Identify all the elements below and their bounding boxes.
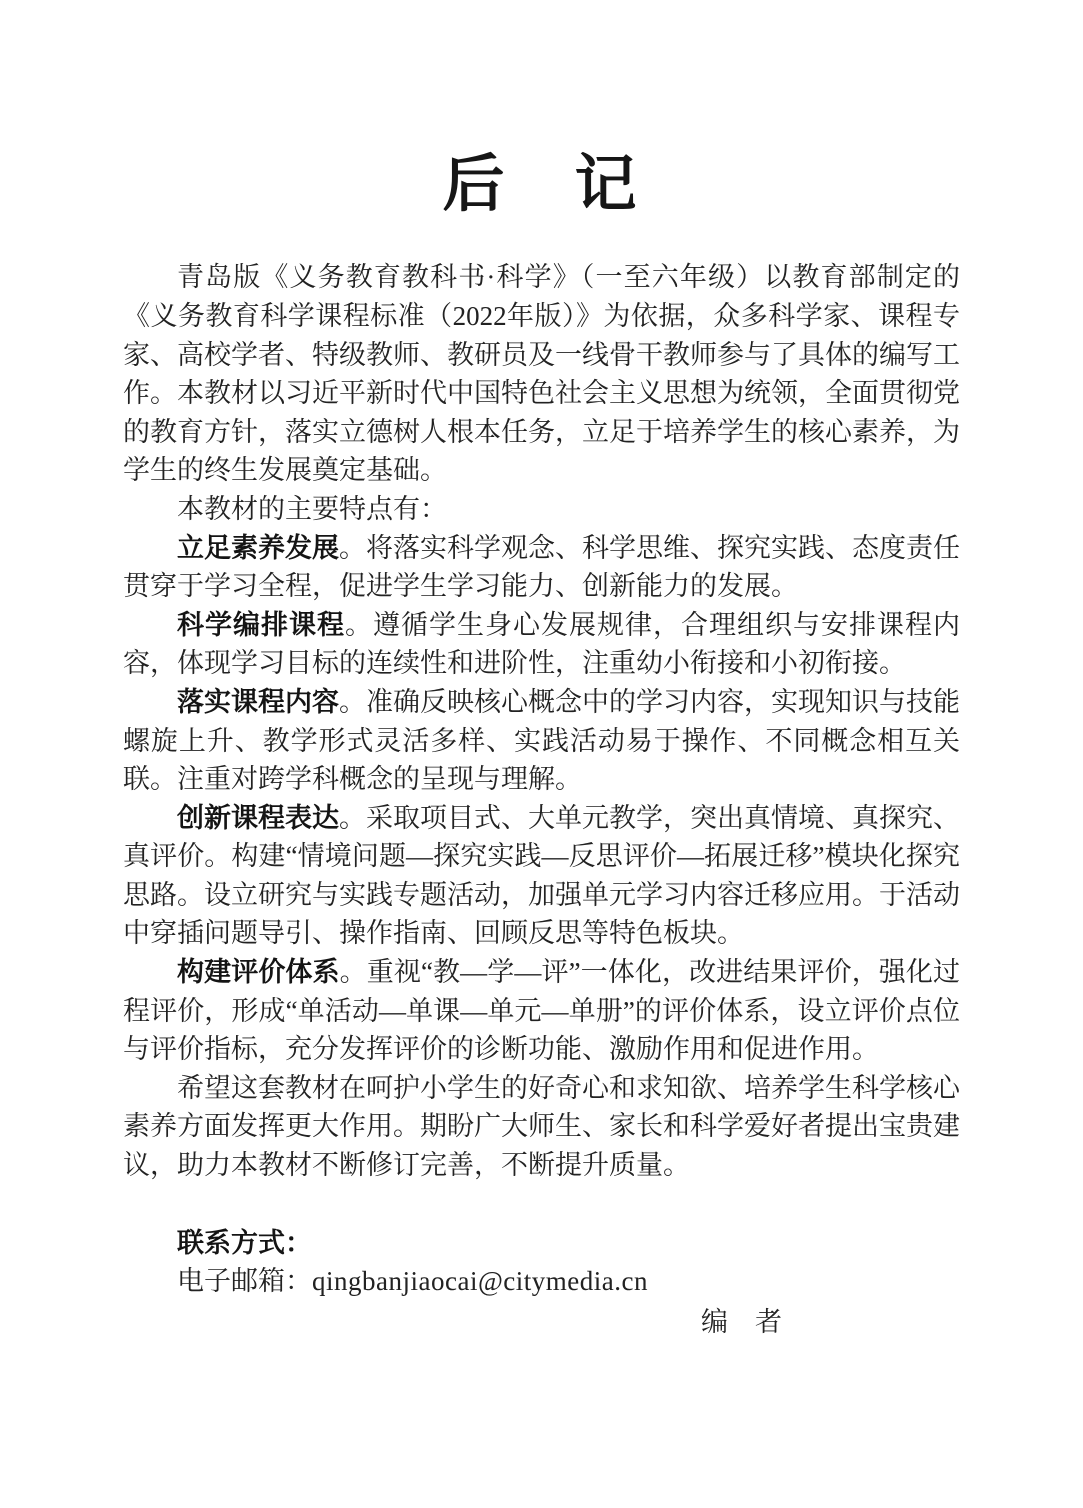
afterword-body: [123, 258, 960, 1341]
paragraph-intro: [123, 258, 960, 490]
paragraph-feature-5: [123, 953, 960, 1069]
email-address: qingbanjiaocai@citymedia.cn: [312, 1266, 648, 1297]
contact-heading: 联系方式：: [177, 1227, 312, 1258]
paragraph-text: 希望这套教材在呵护小学生的好奇心和求知欲、培养学生科学核心素养方面发挥更大作用。期盼广大师生、家长和科学爱好者提出宝贵建议，助力本教材不断修订完善，不断提升质量。: [123, 1072, 960, 1181]
paragraph-feature-2: [123, 606, 960, 683]
paragraph-lead: 创新课程表达: [177, 802, 339, 833]
paragraph-text: 。重视“教—学—评”一体化，改进结果评价，强化过程评价，形成“单活动—单课—单元—单册”的评价体系，设立评价点位与评价指标，充分发挥评价的诊断功能、激励作用和促进作用。: [123, 957, 961, 1065]
paragraph-lead: 落实课程内容: [177, 686, 339, 717]
paragraph-closing: [123, 1069, 960, 1185]
paragraph-feature-4: [123, 799, 960, 953]
paragraph-text: 青岛版《义务教育教科书·科学》（一至六年级）以教育部制定的《义务教育科学课程标准（2022年版）》为依据，众多科学家、课程专家、高校学者、特级教师、教研员及一线骨干教师参与了具体的编写工作。本教材以习近平新时代中国特色社会主义思想为统领，全面贯彻党的教育方针，落实立德树人根本任务，立足于培养学生的核心素养，为学生的终生发展奠定基础。: [123, 262, 960, 486]
paragraph-features-heading: [123, 490, 960, 529]
contact-heading-line: [123, 1224, 960, 1263]
paragraph-text: 。采取项目式、大单元教学，突出真情境、真探究、真评价。构建“情境问题—探究实践—反思评价—拓展迁移”模块化探究思路。设立研究与实践专题活动，加强单元学习内容迁移应用。于活动中穿插问题导引、操作指南、回顾反思等特色板块。: [123, 802, 960, 949]
contact-email-line: [123, 1262, 960, 1301]
paragraph-text: 。将落实科学观念、科学思维、探究实践、态度责任贯穿于学习全程，促进学生学习能力、创新能力的发展。: [123, 532, 960, 602]
contact-block: [123, 1224, 960, 1301]
paragraph-lead: 立足素养发展: [177, 532, 339, 563]
paragraph-feature-3: [123, 683, 960, 799]
paragraph-feature-1: [123, 529, 960, 606]
paragraph-text: 。准确反映核心概念中的学习内容，实现知识与技能螺旋上升、教学形式灵活多样、实践活动易于操作、不同概念相互关联。注重对跨学科概念的呈现与理解。: [123, 686, 960, 795]
page-title: 后 记: [442, 151, 641, 219]
paragraph-text: 本教材的主要特点有：: [177, 493, 447, 524]
paragraph-text: 。遵循学生身心发展规律，合理组织与安排课程内容，体现学习目标的连续性和进阶性，注重幼小衔接和小初衔接。: [123, 609, 960, 679]
paragraph-lead: 科学编排课程: [177, 609, 345, 640]
signature: 编 者: [701, 1306, 782, 1337]
paragraph-lead: 构建评价体系: [177, 957, 340, 988]
email-label: 电子邮箱：: [177, 1266, 312, 1297]
